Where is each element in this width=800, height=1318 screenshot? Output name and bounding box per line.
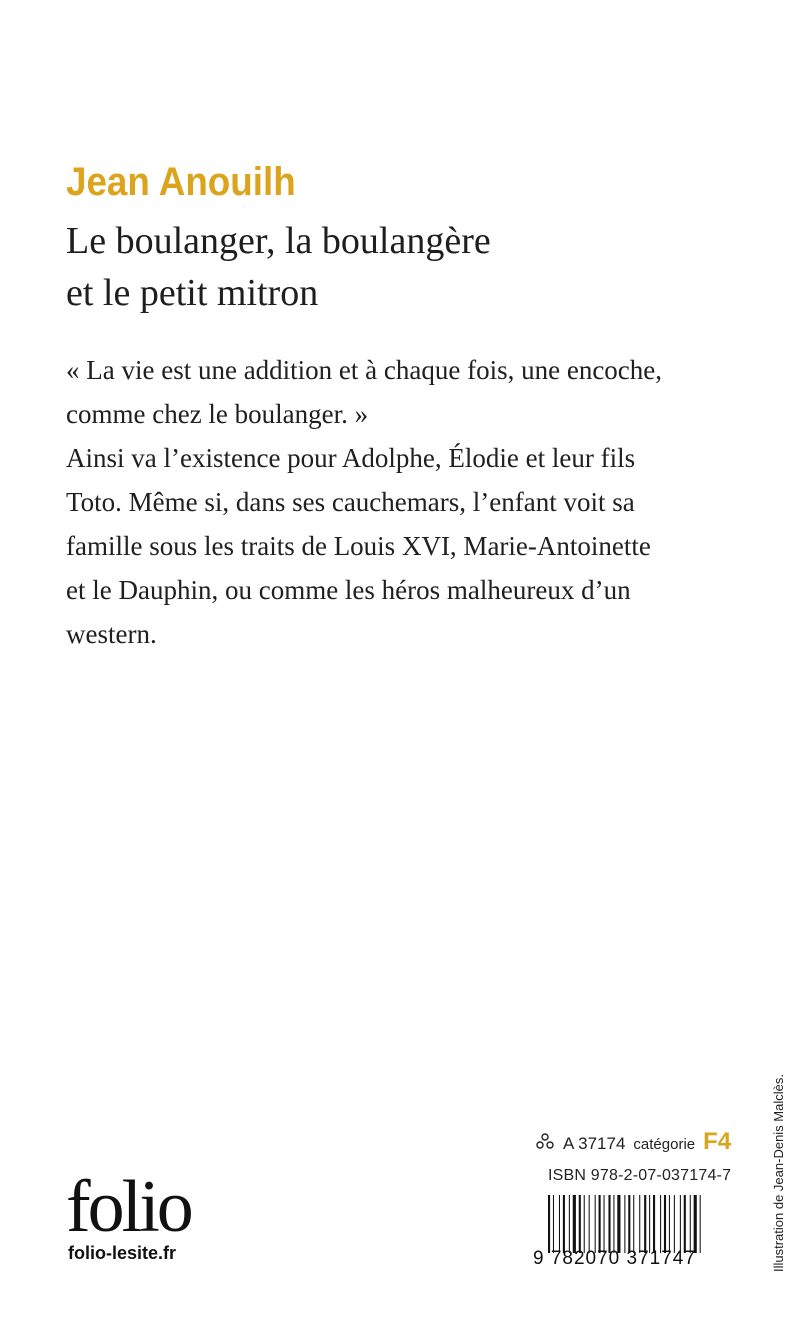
barcode-bar: [680, 1195, 681, 1253]
barcode-bar: [694, 1195, 697, 1253]
back-cover-blurb: [66, 348, 731, 656]
catalog-line: [535, 1128, 732, 1156]
barcode-bar: [653, 1195, 655, 1253]
barcode-bar: [599, 1195, 601, 1253]
author-name: Jean Anouilh: [66, 160, 296, 204]
barcode-bar: [573, 1195, 576, 1253]
barcode-bar: [617, 1195, 620, 1253]
barcode-bar: [644, 1195, 646, 1253]
blurb-line: comme chez le boulanger. »: [66, 399, 369, 429]
barcode-bar: [553, 1195, 554, 1253]
barcode-bar: [595, 1195, 596, 1253]
barcode-bar: [633, 1195, 634, 1253]
barcode-bar: [669, 1195, 670, 1253]
catalog-info: [535, 1128, 732, 1156]
barcode-bar: [584, 1195, 585, 1253]
triangle-mark-icon: [535, 1133, 555, 1153]
blurb-line: Toto. Même si, dans ses cauchemars, l’enfant voit sa: [66, 487, 635, 517]
blurb-line: et le Dauphin, ou comme les héros malheureux d’un: [66, 575, 631, 605]
illustration-credit: Illustration de Jean-Denis Malclès.: [771, 1074, 786, 1272]
book-title: [66, 215, 746, 319]
barcode: [548, 1195, 723, 1253]
barcode-bar: [649, 1195, 650, 1253]
blurb-line: « La vie est une addition et à chaque fois, une encoche,: [66, 355, 663, 385]
barcode-bar: [624, 1195, 625, 1253]
catalog-code: A 37174: [563, 1134, 626, 1153]
barcode-bar: [548, 1195, 550, 1253]
barcode-bar: [608, 1195, 610, 1253]
barcode-bar: [684, 1195, 686, 1253]
barcode-bar: [700, 1195, 701, 1253]
barcode-bar: [579, 1195, 581, 1253]
category-label: catégorie: [633, 1136, 696, 1153]
barcode-bar: [690, 1195, 691, 1253]
barcode-bar: [664, 1195, 666, 1253]
barcode-bar: [639, 1195, 640, 1253]
blurb-line: famille sous les traits de Louis XVI, Marie-Antoinette: [66, 531, 651, 561]
barcode-bar: [604, 1195, 605, 1253]
barcode-bar: [569, 1195, 570, 1253]
barcode-bar: [589, 1195, 590, 1253]
blurb-line: Ainsi va l’existence pour Adolphe, Élodie et leur fils: [66, 443, 636, 473]
barcode-bar: [674, 1195, 675, 1253]
barcode-bar: [660, 1195, 661, 1253]
book-title-line: Le boulanger, la boulangère: [66, 220, 491, 262]
blurb-line: western.: [66, 619, 157, 649]
category-value: F4: [703, 1128, 732, 1155]
barcode-digits: 9 782070 371747: [533, 1248, 696, 1269]
publisher-logo: folio: [66, 1166, 191, 1248]
isbn-number: ISBN 978-2-07-037174-7: [548, 1167, 732, 1184]
publisher-website: folio-lesite.fr: [68, 1243, 177, 1263]
barcode-bar: [628, 1195, 630, 1253]
book-title-line: et le petit mitron: [66, 272, 319, 314]
barcode-bar: [559, 1195, 560, 1253]
barcode-bar: [563, 1195, 565, 1253]
barcode-bar: [613, 1195, 614, 1253]
